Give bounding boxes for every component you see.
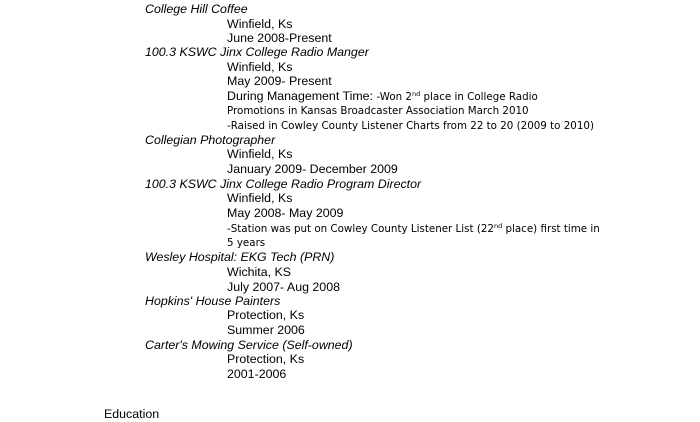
employer-kswc-radio-manager: 100.3 KSWC Jinx College Radio Manger	[145, 45, 369, 59]
employer-wesley-hospital: Wesley Hospital: EKG Tech (PRN)	[145, 250, 335, 264]
employer-college-hill-coffee: College Hill Coffee	[145, 2, 248, 16]
job-dates: May 2009- Present	[227, 74, 332, 88]
management-note: -Won 2nd place in College Radio	[376, 90, 538, 103]
job-location: Winfield, Ks	[227, 191, 293, 205]
job-location: Protection, Ks	[227, 308, 305, 322]
job-location: Winfield, Ks	[227, 147, 293, 161]
job-location: Winfield, Ks	[227, 60, 293, 74]
job-dates: January 2009- December 2009	[227, 162, 398, 176]
job-dates: June 2008-Present	[227, 31, 332, 45]
management-note-listener-charts: -Raised in Cowley County Listener Charts from 22 to 20 (2009 to 2010)	[227, 120, 594, 132]
employer-collegian-photographer: Collegian Photographer	[145, 133, 276, 147]
management-label: During Management Time:	[227, 89, 377, 103]
program-director-note: -Station was put on Cowley County Listener List (22nd place) first time in	[227, 222, 600, 235]
employer-kswc-program-director: 100.3 KSWC Jinx College Radio Program Director	[145, 177, 422, 191]
job-dates: 2001-2006	[227, 367, 287, 381]
employer-hopkins-house-painters: Hopkins' House Painters	[145, 294, 281, 308]
job-location: Wichita, KS	[227, 265, 292, 279]
employer-carters-mowing-service: Carter's Mowing Service (Self-owned)	[145, 338, 353, 352]
education-heading: Education	[104, 407, 160, 421]
job-location: Protection, Ks	[227, 352, 305, 366]
management-note-continued: Promotions in Kansas Broadcaster Association March 2010	[227, 105, 529, 117]
job-dates: Summer 2006	[227, 323, 305, 337]
job-dates: July 2007- Aug 2008	[227, 280, 340, 294]
job-location: Winfield, Ks	[227, 17, 293, 31]
management-achievement-line	[227, 89, 538, 105]
program-director-note-continued: 5 years	[227, 237, 266, 249]
job-dates: May 2008- May 2009	[227, 206, 344, 220]
